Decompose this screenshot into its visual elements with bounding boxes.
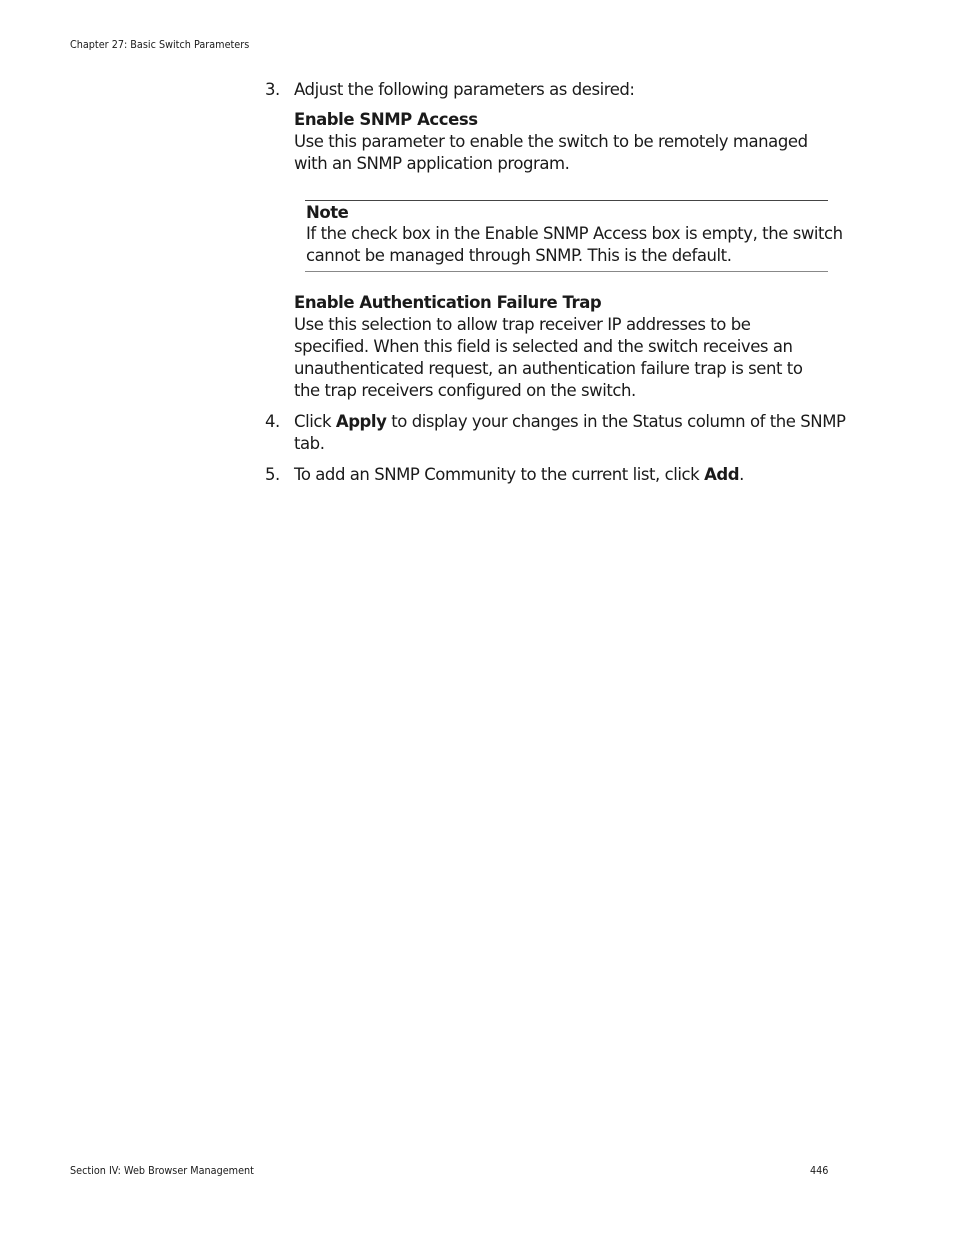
param-description-line: with an SNMP application program. xyxy=(294,154,570,173)
note-line: If the check box in the Enable SNMP Access box is empty, the switch xyxy=(306,224,843,243)
step-text xyxy=(294,411,845,433)
param-heading: Enable SNMP Access xyxy=(294,110,478,129)
param-description-line: Use this selection to allow trap receiver IP addresses to be xyxy=(294,315,751,334)
note-title: Note xyxy=(306,203,349,222)
running-footer: Section IV: Web Browser Management xyxy=(70,1165,254,1177)
page-number: 446 xyxy=(810,1165,829,1177)
note-body xyxy=(306,223,843,267)
apply-keyword: Apply xyxy=(335,412,387,431)
param-description-line: specified. When this field is selected and the switch receives an xyxy=(294,337,793,356)
document-body xyxy=(265,0,846,1235)
add-keyword: Add xyxy=(704,465,740,484)
step-text xyxy=(294,464,744,486)
param-heading: Enable Authentication Failure Trap xyxy=(294,293,602,312)
note-line: cannot be managed through SNMP. This is the default. xyxy=(306,245,732,265)
step-text-part: to display your changes in the Status column of the SNMP xyxy=(386,412,846,431)
step-number: 4. xyxy=(265,412,280,431)
step-text-part: Click xyxy=(294,412,336,431)
step-number: 3. xyxy=(265,80,280,99)
running-header: Chapter 27: Basic Switch Parameters xyxy=(70,39,250,51)
step-text-continued: tab. xyxy=(294,434,325,453)
step-text-part: . xyxy=(739,465,744,484)
param-description-line: unauthenticated request, an authentication failure trap is sent to xyxy=(294,359,803,378)
step-number: 5. xyxy=(265,465,280,484)
step-text-part: To add an SNMP Community to the current list, click xyxy=(294,465,705,484)
param-description-line: the trap receivers configured on the switch. xyxy=(294,381,636,400)
param-description-line: Use this parameter to enable the switch to be remotely managed xyxy=(294,132,808,151)
note-box xyxy=(305,200,843,272)
step-text: Adjust the following parameters as desired: xyxy=(294,80,635,99)
